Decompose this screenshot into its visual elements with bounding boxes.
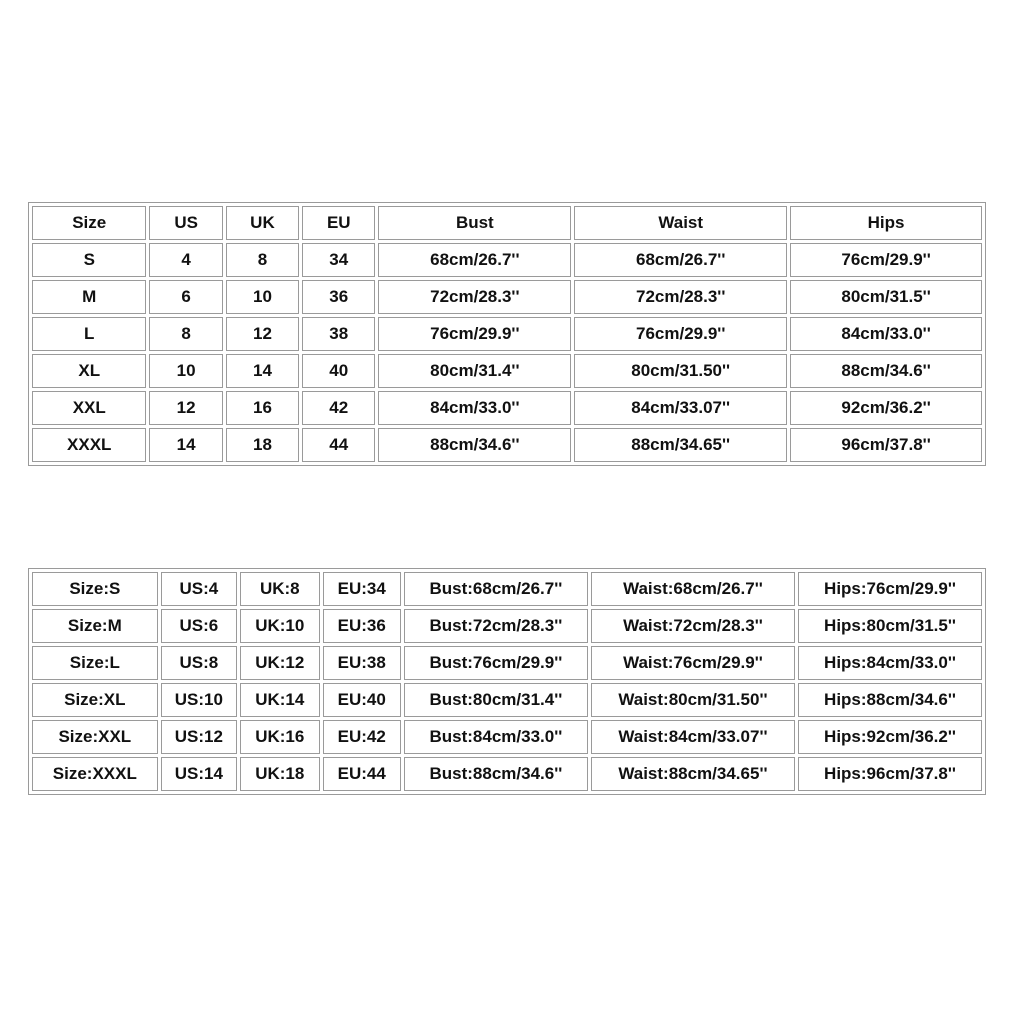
cell-uk: UK:14 [240, 683, 319, 717]
cell-eu: EU:34 [323, 572, 401, 606]
header-hips: Hips [790, 206, 982, 240]
cell-hips: 96cm/37.8'' [790, 428, 982, 462]
cell-hips: 76cm/29.9'' [790, 243, 982, 277]
cell-size: Size:XL [32, 683, 158, 717]
cell-bust: 72cm/28.3'' [378, 280, 571, 314]
table-row [32, 683, 982, 717]
cell-eu: EU:44 [323, 757, 401, 791]
table-row [32, 428, 982, 462]
cell-eu: 36 [302, 280, 375, 314]
table-row [32, 391, 982, 425]
table-row [32, 243, 982, 277]
cell-uk: UK:10 [240, 609, 319, 643]
cell-bust: Bust:88cm/34.6'' [404, 757, 588, 791]
cell-bust: 68cm/26.7'' [378, 243, 571, 277]
cell-size: M [32, 280, 146, 314]
cell-eu: 34 [302, 243, 375, 277]
cell-waist: 84cm/33.07'' [574, 391, 787, 425]
cell-bust: Bust:68cm/26.7'' [404, 572, 588, 606]
cell-eu: EU:42 [323, 720, 401, 754]
cell-waist: Waist:88cm/34.65'' [591, 757, 795, 791]
table-row [32, 280, 982, 314]
cell-hips: 80cm/31.5'' [790, 280, 982, 314]
cell-waist: 80cm/31.50'' [574, 354, 787, 388]
cell-us: 8 [149, 317, 222, 351]
cell-eu: 42 [302, 391, 375, 425]
cell-uk: 14 [226, 354, 299, 388]
header-us: US [149, 206, 222, 240]
cell-uk: UK:12 [240, 646, 319, 680]
cell-eu: EU:40 [323, 683, 401, 717]
header-bust: Bust [378, 206, 571, 240]
size-chart-table-labeled [28, 568, 986, 795]
cell-bust: 76cm/29.9'' [378, 317, 571, 351]
cell-bust: 88cm/34.6'' [378, 428, 571, 462]
cell-uk: 8 [226, 243, 299, 277]
cell-us: 12 [149, 391, 222, 425]
cell-hips: Hips:84cm/33.0'' [798, 646, 982, 680]
cell-waist: Waist:68cm/26.7'' [591, 572, 795, 606]
cell-us: US:8 [161, 646, 237, 680]
table-row [32, 609, 982, 643]
cell-size: S [32, 243, 146, 277]
cell-size: XXXL [32, 428, 146, 462]
cell-waist: 76cm/29.9'' [574, 317, 787, 351]
header-eu: EU [302, 206, 375, 240]
cell-hips: Hips:76cm/29.9'' [798, 572, 982, 606]
cell-bust: 80cm/31.4'' [378, 354, 571, 388]
cell-us: 6 [149, 280, 222, 314]
cell-bust: Bust:72cm/28.3'' [404, 609, 588, 643]
cell-uk: UK:8 [240, 572, 319, 606]
cell-us: US:12 [161, 720, 237, 754]
cell-us: US:6 [161, 609, 237, 643]
cell-size: Size:L [32, 646, 158, 680]
cell-eu: EU:36 [323, 609, 401, 643]
cell-us: US:4 [161, 572, 237, 606]
cell-uk: 18 [226, 428, 299, 462]
cell-waist: Waist:80cm/31.50'' [591, 683, 795, 717]
cell-us: 4 [149, 243, 222, 277]
cell-hips: Hips:96cm/37.8'' [798, 757, 982, 791]
cell-size: Size:XXXL [32, 757, 158, 791]
cell-hips: 92cm/36.2'' [790, 391, 982, 425]
table-row [32, 757, 982, 791]
header-uk: UK [226, 206, 299, 240]
cell-us: US:14 [161, 757, 237, 791]
cell-hips: 84cm/33.0'' [790, 317, 982, 351]
cell-size: XXL [32, 391, 146, 425]
header-waist: Waist [574, 206, 787, 240]
table-header-row [32, 206, 982, 240]
cell-waist: 68cm/26.7'' [574, 243, 787, 277]
cell-bust: Bust:80cm/31.4'' [404, 683, 588, 717]
cell-bust: 84cm/33.0'' [378, 391, 571, 425]
cell-eu: EU:38 [323, 646, 401, 680]
cell-size: L [32, 317, 146, 351]
cell-waist: Waist:76cm/29.9'' [591, 646, 795, 680]
cell-uk: UK:16 [240, 720, 319, 754]
cell-size: Size:XXL [32, 720, 158, 754]
cell-hips: Hips:92cm/36.2'' [798, 720, 982, 754]
cell-hips: Hips:80cm/31.5'' [798, 609, 982, 643]
cell-uk: 10 [226, 280, 299, 314]
cell-size: Size:M [32, 609, 158, 643]
cell-us: 10 [149, 354, 222, 388]
cell-size: Size:S [32, 572, 158, 606]
cell-size: XL [32, 354, 146, 388]
size-chart-table-columns [28, 202, 986, 466]
cell-eu: 40 [302, 354, 375, 388]
cell-uk: UK:18 [240, 757, 319, 791]
cell-uk: 16 [226, 391, 299, 425]
table-row [32, 720, 982, 754]
cell-uk: 12 [226, 317, 299, 351]
cell-waist: 88cm/34.65'' [574, 428, 787, 462]
cell-hips: 88cm/34.6'' [790, 354, 982, 388]
cell-waist: 72cm/28.3'' [574, 280, 787, 314]
cell-us: 14 [149, 428, 222, 462]
cell-waist: Waist:84cm/33.07'' [591, 720, 795, 754]
cell-waist: Waist:72cm/28.3'' [591, 609, 795, 643]
cell-eu: 44 [302, 428, 375, 462]
cell-bust: Bust:76cm/29.9'' [404, 646, 588, 680]
table-row [32, 354, 982, 388]
cell-bust: Bust:84cm/33.0'' [404, 720, 588, 754]
table-row [32, 646, 982, 680]
header-size: Size [32, 206, 146, 240]
cell-us: US:10 [161, 683, 237, 717]
cell-hips: Hips:88cm/34.6'' [798, 683, 982, 717]
table-row [32, 572, 982, 606]
cell-eu: 38 [302, 317, 375, 351]
table-row [32, 317, 982, 351]
